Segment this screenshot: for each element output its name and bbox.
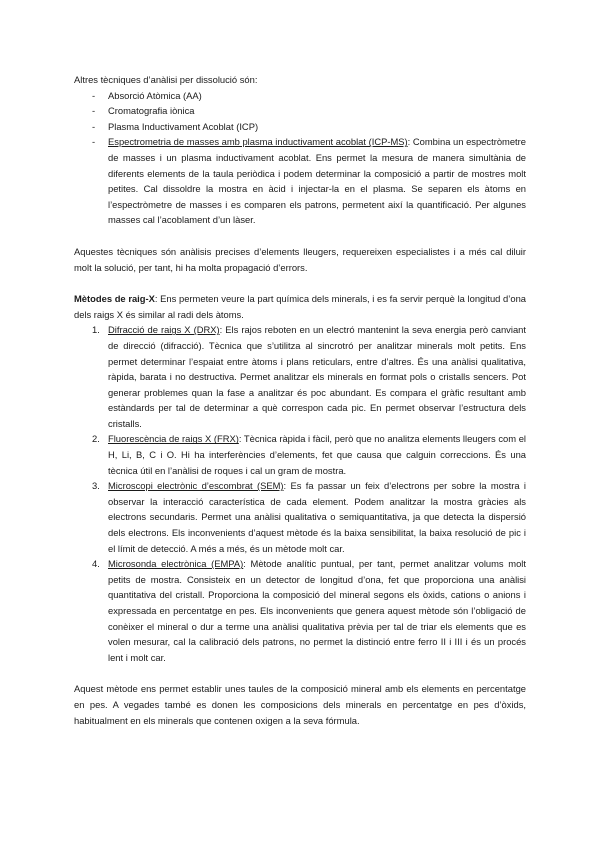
intro-text: Altres tècniques d’anàlisi per dissolució són: bbox=[74, 74, 258, 85]
list-marker: - bbox=[92, 89, 96, 101]
list-item bbox=[92, 322, 526, 431]
list-item bbox=[92, 119, 526, 135]
list-number: 4. bbox=[92, 558, 100, 570]
xray-text: : Ens permeten veure la part química dels minerals, i es fa servir perquè la longitud d’ona dels raigs X és similar al radi dels àtoms. bbox=[74, 293, 526, 320]
method-name: Difracció de raigs X (DRX) bbox=[108, 324, 220, 336]
method-name: Microsonda electrònica (EMPA) bbox=[108, 558, 244, 570]
method-name: Fluorescència de raigs X (FRX) bbox=[108, 433, 239, 445]
list-item bbox=[92, 431, 526, 478]
final-paragraph: Aquest mètode ens permet establir unes taules de la composició mineral amb els elements en percentatge en pes. A vegades també es donen les composicions dels minerals en percentatge en pes d’òxids, habitualment en els minerals que contenen oxigen a la seva fórmula. bbox=[74, 683, 526, 726]
method-description: : Mètode analític puntual, per tant, permet analitzar volums molt petits de mostra. Consisteix en un detector de longitud d’ona, fet que proporciona una anàlisi quantitativa del cristall. Proporciona la composició del mineral segons els òxids, cations o anions i expressada en percentatge en pes. Els inconvenients que genera aquest mètode són l’obligació de conèixer el mineral o dur a terme una anàlisi qualitativa prèvia per tal de triar els elements que es volen mesurar, cal la calibració dels patrons, no permet la distinció entre ferro II i III i és un procés lent i molt car. bbox=[108, 558, 526, 663]
xray-heading: Mètodes de raig-X bbox=[74, 293, 155, 305]
technique-name: Plasma Inductivament Acoblat (ICP) bbox=[108, 120, 259, 132]
method-description: : Els rajos reboten en un electró mantenint la seva energia però canviant de direcció (difracció). Tècnica que s’utilitza al sincrotró per analitzar minerals molt petits. Ens permet determinar l’espaiat entre àtoms i plans reticulars, entre d’altres. És una anàlisi qualitativa, ràpida, barata i no destructiva. Permet analitzar els minerals en format pols o cristalls sencers. Pot generar problemes quan la fase a analitzar és poc abundant. Es compara el gràfic resultant amb estàndards per tal de determinar a què correspon cada pic. En permet observar l’estructura dels cristalls. bbox=[108, 324, 526, 429]
list-marker: - bbox=[92, 136, 96, 148]
xray-intro-paragraph bbox=[74, 291, 526, 322]
list-item bbox=[92, 103, 526, 119]
list-marker: - bbox=[92, 120, 96, 132]
method-description: : Es fa passar un feix d’electrons per sobre la mostra i observar la interacció característica de cada element. Podem analitzar la mostra gràcies als electrons secundaris. Permet una anàlisi qualitativa o semiquantitativa, ja que detecta la dispersió dels electrons. Els inconvenients d’aquest mètode és la baixa sensibilitat, la baixa resolució de pic i el límit de detecció. A més a més, és un mètode molt car. bbox=[108, 480, 526, 554]
technique-description: : Combina un espectròmetre de masses i un plasma inductivament acoblat. Ens permet la mesura de manera simultània de diferents elements de la taula periòdica i podem determinar la composició a partir de mostres molt petites. Cal dissoldre la mostra en àcid i injectar-la en el plasma. Se separen els àtoms en l’espectròmetre de masses i es comparen els patrons, permetent així la quantificació. Per algunes masses cal l’acoblament d’un làser. bbox=[108, 136, 526, 226]
list-item bbox=[92, 478, 526, 556]
list-item bbox=[92, 88, 526, 104]
technique-name: Espectrometria de masses amb plasma inductivament acoblat (ICP-MS) bbox=[108, 136, 408, 148]
list-item bbox=[92, 134, 526, 228]
list-item bbox=[92, 556, 526, 665]
method-description: : Tècnica ràpida i fàcil, però que no analitza elements lleugers com el H, Li, B, C i O. Hi ha interferències d’elements, fet que causa que calguin correccions. És una tècnica útil en l’anàlisi de roques i cal un gram de mostra. bbox=[108, 433, 526, 476]
list-number: 1. bbox=[92, 324, 100, 336]
technique-name: Absorció Atòmica (AA) bbox=[108, 89, 202, 101]
list-number: 3. bbox=[92, 480, 100, 492]
technique-name: Cromatografia iònica bbox=[108, 105, 195, 117]
precision-paragraph: Aquestes tècniques són anàlisis precises d’elements lleugers, requereixen especialistes i a més cal diluir molt la solució, per tant, hi ha molta propagació d’errors. bbox=[74, 245, 526, 273]
xray-methods-list bbox=[74, 322, 526, 665]
method-name: Microscopi electrònic d’escombrat (SEM) bbox=[108, 480, 284, 492]
list-number: 2. bbox=[92, 433, 100, 445]
dissolution-techniques-list bbox=[74, 88, 526, 228]
list-marker: - bbox=[92, 105, 96, 117]
